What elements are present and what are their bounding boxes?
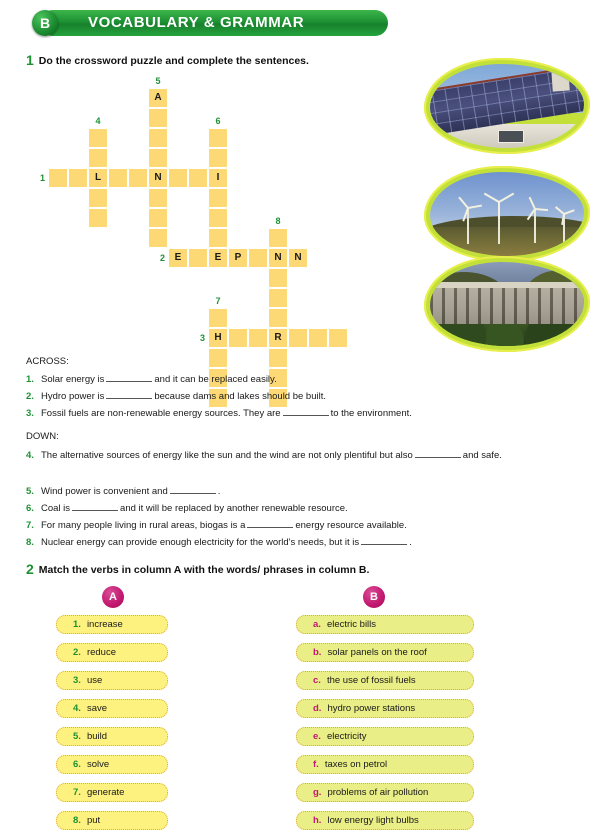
answer-blank[interactable] <box>361 535 407 545</box>
crossword-cell[interactable] <box>108 168 128 188</box>
crossword-cell[interactable] <box>268 308 288 328</box>
column-a-item[interactable] <box>56 727 168 746</box>
section-letter: B <box>39 15 51 31</box>
crossword-cell[interactable] <box>268 268 288 288</box>
item-label: 8. <box>73 815 81 826</box>
item-text: low energy light bulbs <box>327 815 419 826</box>
item-text: electricity <box>326 731 367 742</box>
column-b-item[interactable] <box>296 615 474 634</box>
item-text: generate <box>86 787 125 798</box>
crossword-cell[interactable] <box>288 328 308 348</box>
hydroelectric-dam-photo <box>424 256 590 352</box>
item-label: g. <box>313 787 322 798</box>
crossword-cell[interactable] <box>228 328 248 348</box>
item-label: h. <box>313 815 322 826</box>
clue-text-post: to the environment. <box>330 408 412 419</box>
clue-text-post: . <box>409 537 412 548</box>
crossword-cell[interactable]: N <box>148 168 168 188</box>
crossword-cell[interactable] <box>148 108 168 128</box>
crossword-cell[interactable] <box>188 248 208 268</box>
clue-text-post: . <box>217 486 221 497</box>
item-text: solar panels on the roof <box>327 647 427 658</box>
photo-content <box>430 172 584 256</box>
crossword-cell[interactable] <box>268 348 288 368</box>
clue-text-pre: Fossil fuels are non-renewable energy sources. They are <box>41 408 281 419</box>
clue-number: 6. <box>26 503 34 514</box>
crossword-cell[interactable] <box>148 188 168 208</box>
clue-number: 2. <box>26 391 34 402</box>
crossword-cell[interactable]: R <box>268 328 288 348</box>
crossword-cell[interactable]: L <box>88 168 108 188</box>
clue-text-post: and it can be replaced easily. <box>154 374 277 385</box>
answer-blank[interactable] <box>106 372 152 382</box>
down-label: DOWN: <box>26 431 59 442</box>
item-label: 1. <box>73 619 81 630</box>
exercise-2-number: 2 <box>26 561 34 577</box>
column-b-item[interactable] <box>296 783 474 802</box>
item-text: taxes on petrol <box>324 759 388 770</box>
down-clue-8 <box>26 535 412 549</box>
exercise-1-number: 1 <box>26 52 34 68</box>
clue-text-pre: Coal is <box>41 503 71 514</box>
item-label: 3. <box>73 675 81 686</box>
clue-text-post: energy resource available. <box>295 520 407 531</box>
wind-turbines-photo <box>424 166 590 262</box>
item-label: 7. <box>73 787 81 798</box>
column-a-item[interactable] <box>56 643 168 662</box>
crossword-cell[interactable]: N <box>288 248 308 268</box>
across-clue-3 <box>26 406 412 420</box>
answer-blank[interactable] <box>106 389 152 399</box>
crossword-cell[interactable]: E <box>168 248 188 268</box>
item-label: 4. <box>73 703 81 714</box>
down-clue-7 <box>26 518 407 532</box>
crossword-cell[interactable] <box>328 328 348 348</box>
crossword-number: 2 <box>159 253 165 263</box>
clue-number: 1. <box>26 374 34 385</box>
clue-text-pre: Wind power is convenient and <box>41 486 168 497</box>
answer-blank[interactable] <box>72 501 118 511</box>
answer-blank[interactable] <box>170 484 216 494</box>
crossword-cell[interactable]: N <box>268 248 288 268</box>
crossword-cell[interactable] <box>148 128 168 148</box>
column-a-item[interactable] <box>56 699 168 718</box>
across-label: ACROSS: <box>26 356 69 367</box>
item-text: save <box>86 703 108 714</box>
turbine-mast <box>534 209 536 242</box>
crossword-cell[interactable] <box>148 208 168 228</box>
crossword-cell[interactable]: H <box>208 328 228 348</box>
column-a-badge: A <box>102 586 124 608</box>
clue-text-pre: Nuclear energy can provide enough electricity for the world's needs, but it is <box>41 537 360 548</box>
column-b-item[interactable] <box>296 811 474 830</box>
crossword-cell[interactable] <box>208 208 228 228</box>
item-text: hydro power stations <box>327 703 416 714</box>
crossword-number: 7 <box>215 296 221 306</box>
column-a-item[interactable] <box>56 671 168 690</box>
wind-turbine <box>547 206 581 243</box>
item-label: 2. <box>73 647 81 658</box>
crossword-cell[interactable] <box>208 188 228 208</box>
dam-crest-road <box>430 282 584 288</box>
clue-number: 3. <box>26 408 34 419</box>
crossword-cell[interactable]: A <box>148 88 168 108</box>
clue-text-pre: Hydro power is <box>41 391 105 402</box>
exercise-1-instruction: Do the crossword puzzle and complete the sentences. <box>38 55 309 67</box>
crossword-number: 5 <box>155 76 161 86</box>
turbine-blade <box>535 208 548 211</box>
answer-blank[interactable] <box>283 406 329 416</box>
item-text: increase <box>86 619 123 630</box>
turbine-blade <box>564 210 575 216</box>
solar-panels-on-roof-photo <box>424 58 590 154</box>
column-b-badge: B <box>363 586 385 608</box>
clue-text-pre: Solar energy is <box>41 374 105 385</box>
photo-content <box>430 262 584 346</box>
item-text: put <box>86 815 101 826</box>
column-b-item[interactable] <box>296 727 474 746</box>
crossword-number: 6 <box>215 116 221 126</box>
crossword-cell[interactable] <box>248 328 268 348</box>
column-b-item[interactable] <box>296 755 474 774</box>
crossword-number: 8 <box>275 216 281 226</box>
crossword-grid[interactable] <box>0 0 400 360</box>
crossword-number: 3 <box>199 333 205 343</box>
column-a-item[interactable] <box>56 783 168 802</box>
item-label: f. <box>313 759 319 770</box>
crossword-cell[interactable] <box>128 168 148 188</box>
crossword-cell[interactable]: E <box>208 248 228 268</box>
crossword-cell[interactable] <box>68 168 88 188</box>
crossword-cell[interactable] <box>148 148 168 168</box>
item-text: electric bills <box>326 619 377 630</box>
crossword-cell[interactable]: I <box>208 168 228 188</box>
window <box>498 130 525 143</box>
clue-number: 5. <box>26 486 34 497</box>
answer-blank[interactable] <box>415 448 461 458</box>
clue-number: 8. <box>26 537 34 548</box>
crossword-cell[interactable] <box>88 128 108 148</box>
item-label: d. <box>313 703 322 714</box>
turbine-blade <box>499 193 514 203</box>
across-clue-2 <box>26 389 326 403</box>
down-clue-5 <box>26 484 220 498</box>
item-text: problems of air pollution <box>327 787 429 798</box>
column-a-item[interactable] <box>56 615 168 634</box>
item-label: b. <box>313 647 322 658</box>
item-text: solve <box>86 759 110 770</box>
turbine-blade <box>484 193 499 203</box>
clue-text-pre: The alternative sources of energy like the sun and the wind are not only plentiful but also <box>41 450 413 461</box>
exercise-2-instruction: Match the verbs in column A with the words/ phrases in column B. <box>38 564 370 576</box>
item-text: reduce <box>86 647 116 658</box>
down-clue-6 <box>26 501 348 515</box>
exercise-2-heading <box>26 561 369 577</box>
column-a-item[interactable] <box>56 811 168 830</box>
clue-text-pre: For many people living in rural areas, biogas is a <box>41 520 246 531</box>
item-label: c. <box>313 675 321 686</box>
column-a-item[interactable] <box>56 755 168 774</box>
crossword-cell[interactable] <box>208 308 228 328</box>
clue-text-post: and safe. <box>462 450 502 461</box>
crossword-cell[interactable] <box>208 148 228 168</box>
turbine-blade <box>498 202 500 219</box>
crossword-cell[interactable] <box>88 208 108 228</box>
crossword-cell[interactable] <box>88 148 108 168</box>
crossword-cell[interactable] <box>188 168 208 188</box>
column-b-item[interactable] <box>296 699 474 718</box>
crossword-cell[interactable] <box>48 168 68 188</box>
crossword-cell[interactable] <box>308 328 328 348</box>
crossword-cell[interactable] <box>268 228 288 248</box>
clue-text-post: because dams and lakes should be built. <box>154 391 326 402</box>
answer-blank[interactable] <box>247 518 293 528</box>
photo-content <box>430 64 584 148</box>
item-text: build <box>86 731 108 742</box>
crossword-number: 1 <box>39 173 45 183</box>
crossword-cell[interactable] <box>248 248 268 268</box>
item-label: 5. <box>73 731 81 742</box>
item-text: the use of fossil fuels <box>326 675 416 686</box>
crossword-cell[interactable] <box>208 128 228 148</box>
clue-number: 7. <box>26 520 34 531</box>
crossword-cell[interactable] <box>88 188 108 208</box>
item-text: use <box>86 675 103 686</box>
down-clue-4 <box>26 448 586 462</box>
chimney <box>551 68 569 91</box>
item-label: 6. <box>73 759 81 770</box>
item-label: e. <box>313 731 321 742</box>
crossword-cell[interactable]: P <box>228 248 248 268</box>
crossword-cell[interactable] <box>148 228 168 248</box>
crossword-number: 4 <box>95 116 101 126</box>
crossword-cell[interactable] <box>208 228 228 248</box>
clue-text-post: and it will be replaced by another renewable resource. <box>120 503 348 514</box>
crossword-cell[interactable] <box>268 288 288 308</box>
crossword-cell[interactable] <box>208 348 228 368</box>
section-title: VOCABULARY & GRAMMAR <box>88 14 305 31</box>
column-b-item[interactable] <box>296 643 474 662</box>
clue-number: 4. <box>26 450 34 461</box>
item-label: a. <box>313 619 321 630</box>
across-clue-1 <box>26 372 277 386</box>
crossword-cell[interactable] <box>168 168 188 188</box>
foliage <box>430 324 584 346</box>
column-b-item[interactable] <box>296 671 474 690</box>
